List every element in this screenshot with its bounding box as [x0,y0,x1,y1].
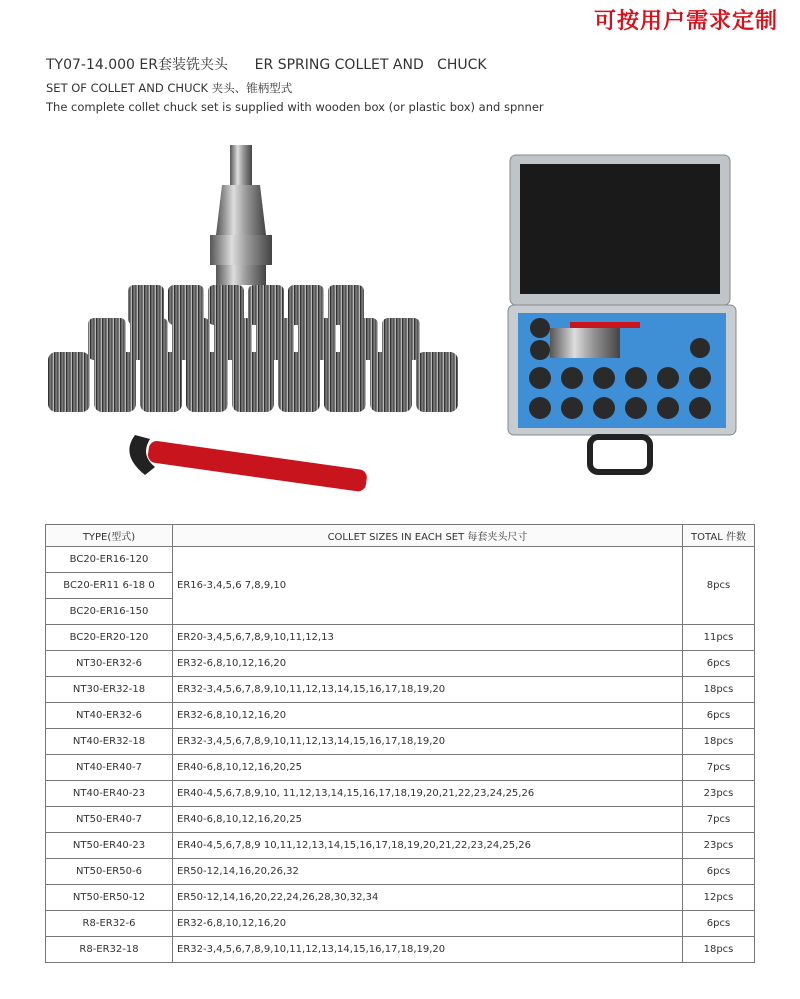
type-cell: NT50-ER50-6 [46,859,173,885]
total-cell: 6pcs [683,703,755,729]
table-row [46,729,755,755]
type-cell: NT30-ER32-6 [46,651,173,677]
header-sizes: COLLET SIZES IN EACH SET 每套夹头尺寸 [173,525,683,547]
sizes-cell: ER50-12,14,16,20,22,24,26,28,30,32,34 [173,885,683,911]
total-cell: 7pcs [683,807,755,833]
total-cell: 12pcs [683,885,755,911]
type-cell: R8-ER32-6 [46,911,173,937]
type-cell: NT40-ER32-6 [46,703,173,729]
sizes-cell: ER32-6,8,10,12,16,20 [173,651,683,677]
type-cell: BC20-ER20-120 [46,625,173,651]
total-cell: 23pcs [683,781,755,807]
product-subtitle: SET OF COLLET AND CHUCK 夹头、锥柄型式 [46,81,293,95]
total-cell: 11pcs [683,625,755,651]
total-cell: 6pcs [683,651,755,677]
type-cell [46,547,173,625]
sizes-cell: ER16-3,4,5,6 7,8,9,10 [173,547,683,625]
type-cell: NT40-ER40-7 [46,755,173,781]
collet-set-table [45,524,755,963]
sizes-cell: ER40-4,5,6,7,8,9 10,11,12,13,14,15,16,17,18,19,20,21,22,23,24,25,26 [173,833,683,859]
table-row [46,651,755,677]
total-cell: 6pcs [683,911,755,937]
table-row [46,755,755,781]
total-cell: 6pcs [683,859,755,885]
sizes-cell: ER32-6,8,10,12,16,20 [173,703,683,729]
custom-order-note: 可按用户需求定制 [593,8,778,34]
table-row [46,885,755,911]
type-cell: NT40-ER32-18 [46,729,173,755]
total-cell: 18pcs [683,677,755,703]
type-cell: NT40-ER40-23 [46,781,173,807]
aluminum-case-photo [500,150,750,480]
total-cell: 23pcs [683,833,755,859]
type-cell: NT50-ER50-12 [46,885,173,911]
table-row [46,937,755,963]
type-cell: NT50-ER40-23 [46,833,173,859]
total-cell: 8pcs [683,547,755,625]
sizes-cell: ER32-3,4,5,6,7,8,9,10,11,12,13,14,15,16,17,18,19,20 [173,677,683,703]
sizes-cell: ER20-3,4,5,6,7,8,9,10,11,12,13 [173,625,683,651]
collet-set-photo [40,140,460,500]
total-cell: 18pcs [683,729,755,755]
total-cell: 18pcs [683,937,755,963]
table-row [46,547,755,625]
table-row [46,859,755,885]
sizes-cell: ER32-3,4,5,6,7,8,9,10,11,12,13,14,15,16,17,18,19,20 [173,729,683,755]
type-subrow: BC20-ER16-120 [46,547,172,573]
sizes-cell: ER32-6,8,10,12,16,20 [173,911,683,937]
table-row [46,625,755,651]
sizes-cell: ER40-6,8,10,12,16,20,25 [173,807,683,833]
type-cell: R8-ER32-18 [46,937,173,963]
table-row [46,677,755,703]
table-row [46,833,755,859]
sizes-cell: ER40-6,8,10,12,16,20,25 [173,755,683,781]
sizes-cell: ER32-3,4,5,6,7,8,9,10,11,12,13,14,15,16,17,18,19,20 [173,937,683,963]
type-subrow: BC20-ER11 6-18 0 [46,573,172,599]
total-cell: 7pcs [683,755,755,781]
product-description: The complete collet chuck set is supplied with wooden box (or plastic box) and spnner [46,100,544,114]
product-title: TY07-14.000 ER套装铣夹头 ER SPRING COLLET AND CHUCK [46,57,487,73]
type-cell: NT30-ER32-18 [46,677,173,703]
type-subrow: BC20-ER16-150 [69,606,149,617]
header-type: TYPE(型式) [46,525,173,547]
header-total: TOTAL 件数 [683,525,755,547]
table-row [46,781,755,807]
sizes-cell: ER40-4,5,6,7,8,9,10, 11,12,13,14,15,16,17,18,19,20,21,22,23,24,25,26 [173,781,683,807]
table-row [46,703,755,729]
sizes-cell: ER50-12,14,16,20,26,32 [173,859,683,885]
table-row [46,807,755,833]
type-cell: NT50-ER40-7 [46,807,173,833]
table-row [46,911,755,937]
